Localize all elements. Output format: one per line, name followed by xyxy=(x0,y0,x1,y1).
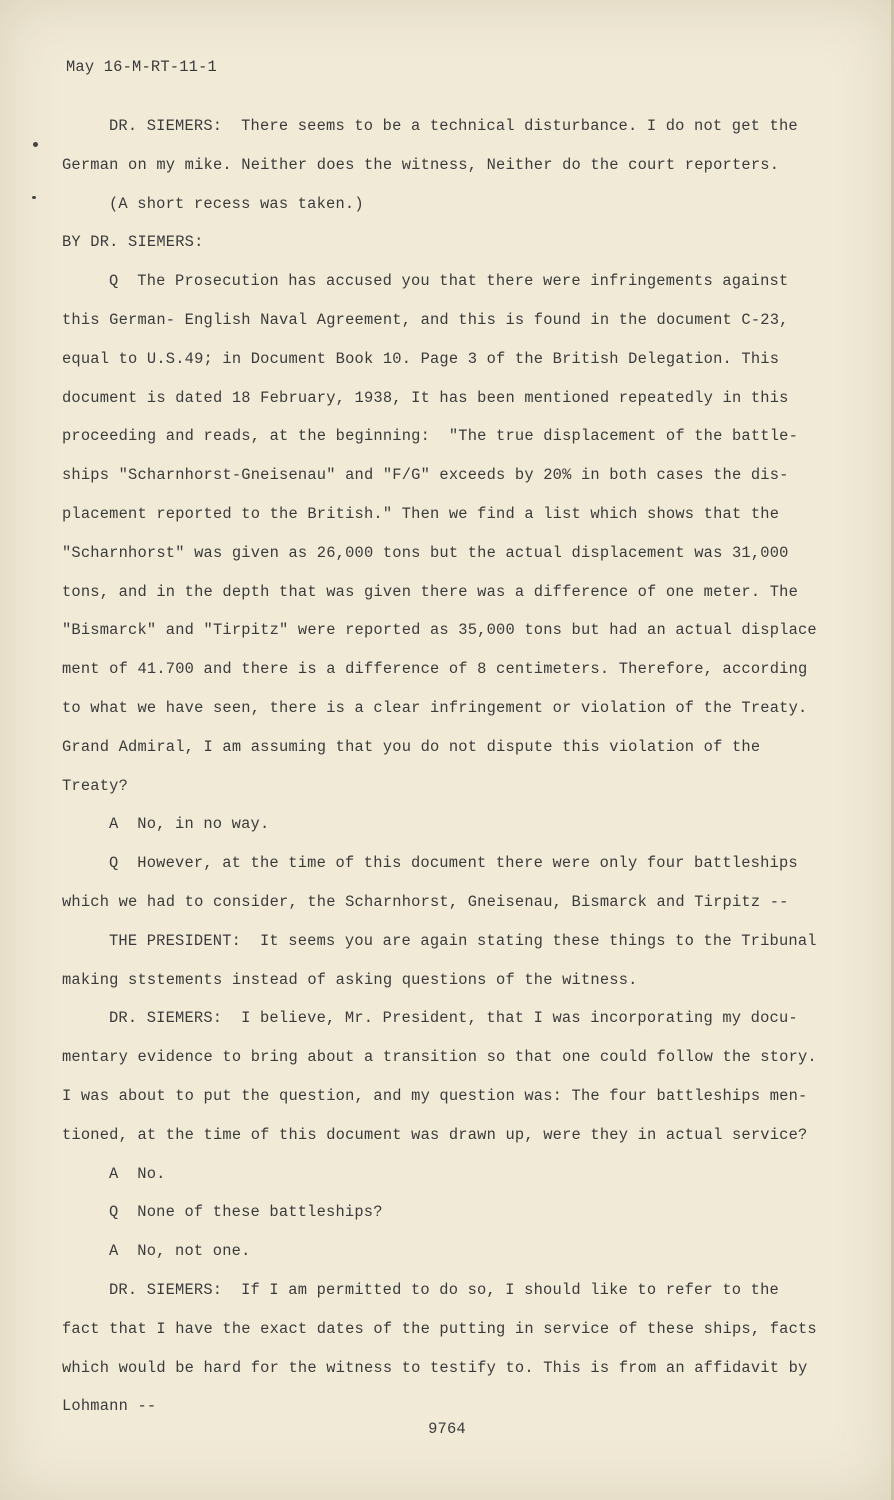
transcript-line: A No, not one. xyxy=(109,1242,251,1261)
transcript-line: making ststements instead of asking questions of the witness. xyxy=(62,970,638,989)
transcript-line: tioned, at the time of this document was drawn up, were they in actual service? xyxy=(62,1125,808,1144)
transcript-line: ment of 41.700 and there is a difference of 8 centimeters. Therefore, according xyxy=(62,660,808,679)
transcript-line: fact that I have the exact dates of the putting in service of these ships, facts xyxy=(62,1319,817,1338)
transcript-line: document is dated 18 February, 1938, It has been mentioned repeatedly in this xyxy=(62,388,789,407)
transcript-line: Q None of these battleships? xyxy=(109,1203,383,1222)
transcript-line: tons, and in the depth that was given there was a difference of one meter. The xyxy=(62,582,798,601)
page-header: May 16-M-RT-11-1 xyxy=(66,58,217,76)
transcript-line: I was about to put the question, and my question was: The four battleships men- xyxy=(62,1086,808,1105)
page-number: 9764 xyxy=(428,1420,466,1438)
transcript-line: Lohmann -- xyxy=(62,1397,157,1416)
ink-dot xyxy=(32,196,36,199)
transcript-line: THE PRESIDENT: It seems you are again stating these things to the Tribunal xyxy=(109,931,817,950)
transcript-line: which we had to consider, the Scharnhorst, Gneisenau, Bismarck and Tirpitz -- xyxy=(62,892,789,911)
transcript-line: (A short recess was taken.) xyxy=(109,194,364,213)
transcript-line: German on my mike. Neither does the witness, Neither do the court reporters. xyxy=(62,155,780,174)
transcript-line: this German- English Naval Agreement, and this is found in the document C-23, xyxy=(62,310,789,329)
transcript-line: DR. SIEMERS: If I am permitted to do so, I should like to refer to the xyxy=(109,1280,779,1299)
transcript-line: ships "Scharnhorst-Gneisenau" and "F/G" exceeds by 20% in both cases the dis- xyxy=(62,466,789,485)
transcript-line: Grand Admiral, I am assuming that you do not dispute this violation of the xyxy=(62,737,761,756)
transcript-line: placement reported to the British." Then we find a list which shows that the xyxy=(62,504,780,523)
transcript-line: A No. xyxy=(109,1164,166,1183)
transcript-line: "Scharnhorst" was given as 26,000 tons but the actual displacement was 31,000 xyxy=(62,543,789,562)
transcript-line: equal to U.S.49; in Document Book 10. Page 3 of the British Delegation. This xyxy=(62,349,780,368)
transcript-line: mentary evidence to bring about a transition so that one could follow the story. xyxy=(62,1048,817,1067)
transcript-line: BY DR. SIEMERS: xyxy=(62,233,204,252)
transcript-line: to what we have seen, there is a clear infringement or violation of the Treaty. xyxy=(62,698,808,717)
transcript-line: which would be hard for the witness to testify to. This is from an affidavit by xyxy=(62,1358,808,1377)
transcript-line: "Bismarck" and "Tirpitz" were reported as 35,000 tons but had an actual displace xyxy=(62,621,817,640)
ink-dot xyxy=(33,142,38,147)
transcript-line: DR. SIEMERS: There seems to be a technical disturbance. I do not get the xyxy=(109,117,798,135)
transcript-line: Q However, at the time of this document there were only four battleships xyxy=(109,854,798,873)
transcript-line: proceeding and reads, at the beginning: "The true displacement of the battle- xyxy=(62,427,798,446)
transcript-line: Treaty? xyxy=(62,776,129,795)
transcript-body xyxy=(62,107,832,1426)
transcript-line: A No, in no way. xyxy=(109,815,270,834)
transcript-line: DR. SIEMERS: I believe, Mr. President, that I was incorporating my docu- xyxy=(109,1009,798,1028)
transcript-line: Q The Prosecution has accused you that there were infringements against xyxy=(109,272,789,291)
